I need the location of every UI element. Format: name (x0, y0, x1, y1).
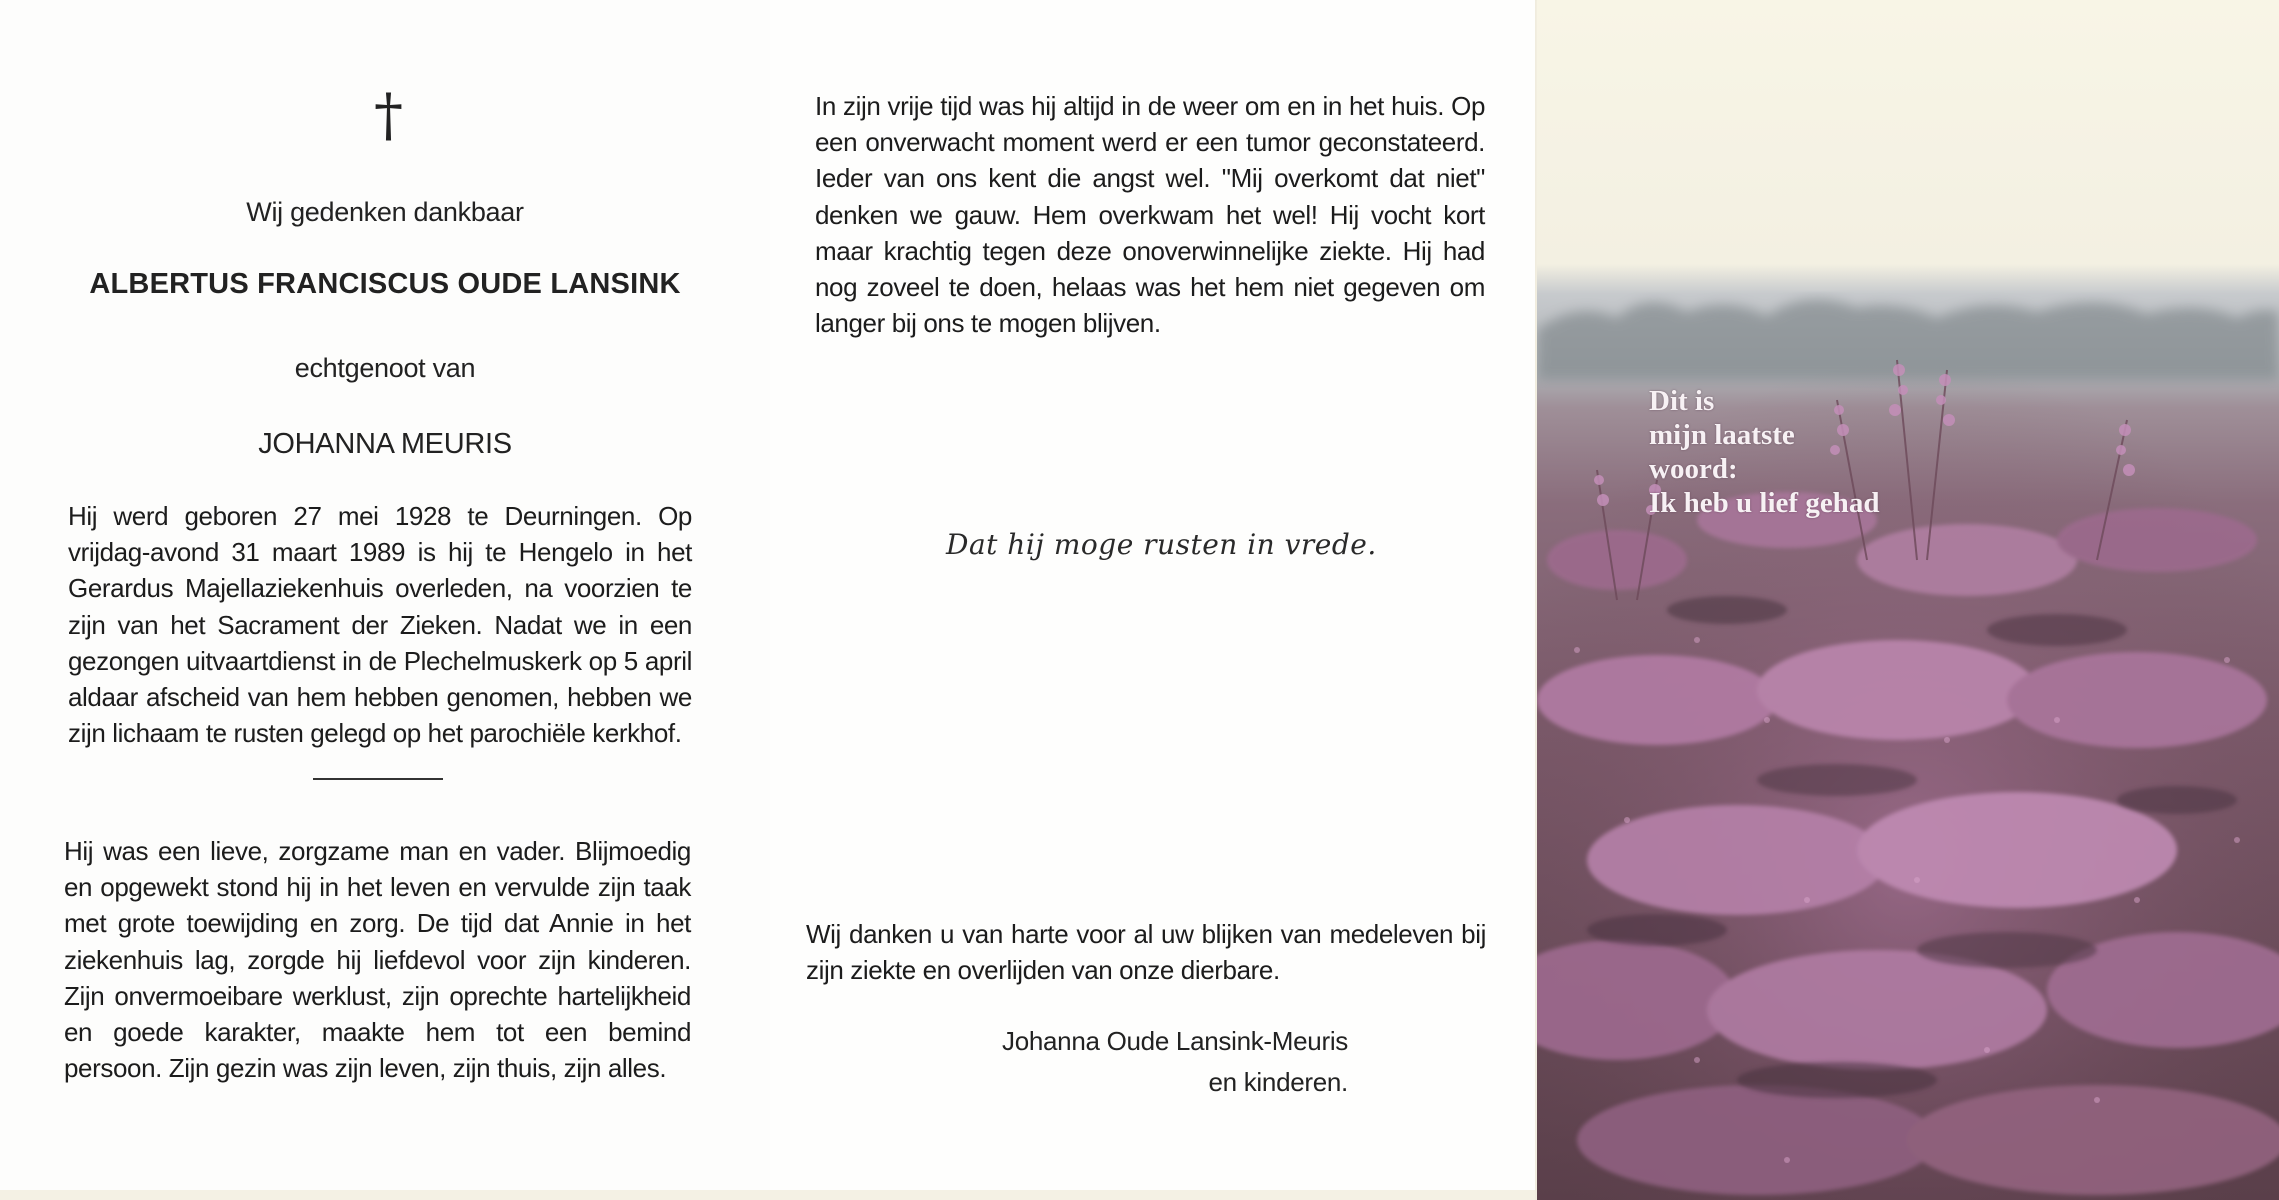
poem-line: woord: (1649, 453, 1738, 485)
poem-line: Dit is (1649, 385, 1715, 417)
middle-page (770, 0, 1535, 1190)
heather-field-image (1537, 0, 2279, 1200)
deceased-name: ALBERTUS FRANCISCUS OUDE LANSINK (89, 268, 681, 300)
heather-photo (1537, 0, 2279, 1200)
thanks-paragraph: Wij danken u van harte voor al uw blijken van medeleven bij zijn ziekte en overlijden van onze dierbare. (806, 919, 1486, 986)
signature-family: en kinderen. (1208, 1067, 1348, 1097)
poem-line: Ik heb u lief gehad (1649, 487, 1880, 519)
divider-line (313, 778, 443, 780)
card-bottom-edge (0, 1190, 1535, 1200)
illness-paragraph: In zijn vrije tijd was hij altijd in de weer om en in het huis. Op een onverwacht moment werd er een tumor geconstateerd. Ieder van ons kent die angst wel. "Mij overkomt dat niet" denken we gauw. Hem overkwam het wel! Hij vocht kort maar krachtig tegen deze onoverwinnelijke ziekte. Hij had nog zoveel te doen, helaas was het hem niet gegeven om langer bij ons te mogen blijven. (815, 91, 1485, 339)
rest-in-peace-text: Dat hij moge rusten in vrede. (946, 528, 1377, 561)
intro-text: Wij gedenken dankbaar (246, 197, 524, 227)
signature-name: Johanna Oude Lansink-Meuris (1002, 1026, 1348, 1056)
spouse-label: echtgenoot van (294, 353, 476, 383)
left-page (0, 0, 770, 1190)
biography-paragraph: Hij werd geboren 27 mei 1928 te Deurningen. Op vrijdag-avond 31 maart 1989 is hij te Hengelo in het Gerardus Majellaziekenhuis overleden, na voorzien te zijn van het Sacrament der Zieken. Nadat we in een gezongen uitvaartdienst in de Plechelmuskerk op 5 april aldaar afscheid van hem hebben genomen, hebben we zijn lichaam te rusten gelegd op het parochiële kerkhof. (68, 501, 692, 749)
poem-text (1649, 384, 1879, 520)
poem-line: mijn laatste (1649, 419, 1795, 451)
spouse-name: JOHANNA MEURIS (258, 428, 512, 460)
cross-icon: † (374, 81, 403, 149)
character-paragraph: Hij was een lieve, zorgzame man en vader. Blijmoedig en opgewekt stond hij in het leven en vervulde zijn taak met grote toewijding en zorg. De tijd dat Annie in het ziekenhuis lag, zorgde hij liefdevol voor zijn kinderen. Zijn onvermoeibare werklust, zijn oprechte hartelijkheid en goede karakter, maakte hem tot een bemind persoon. Zijn gezin was zijn leven, zijn thuis, zijn alles. (64, 836, 691, 1084)
